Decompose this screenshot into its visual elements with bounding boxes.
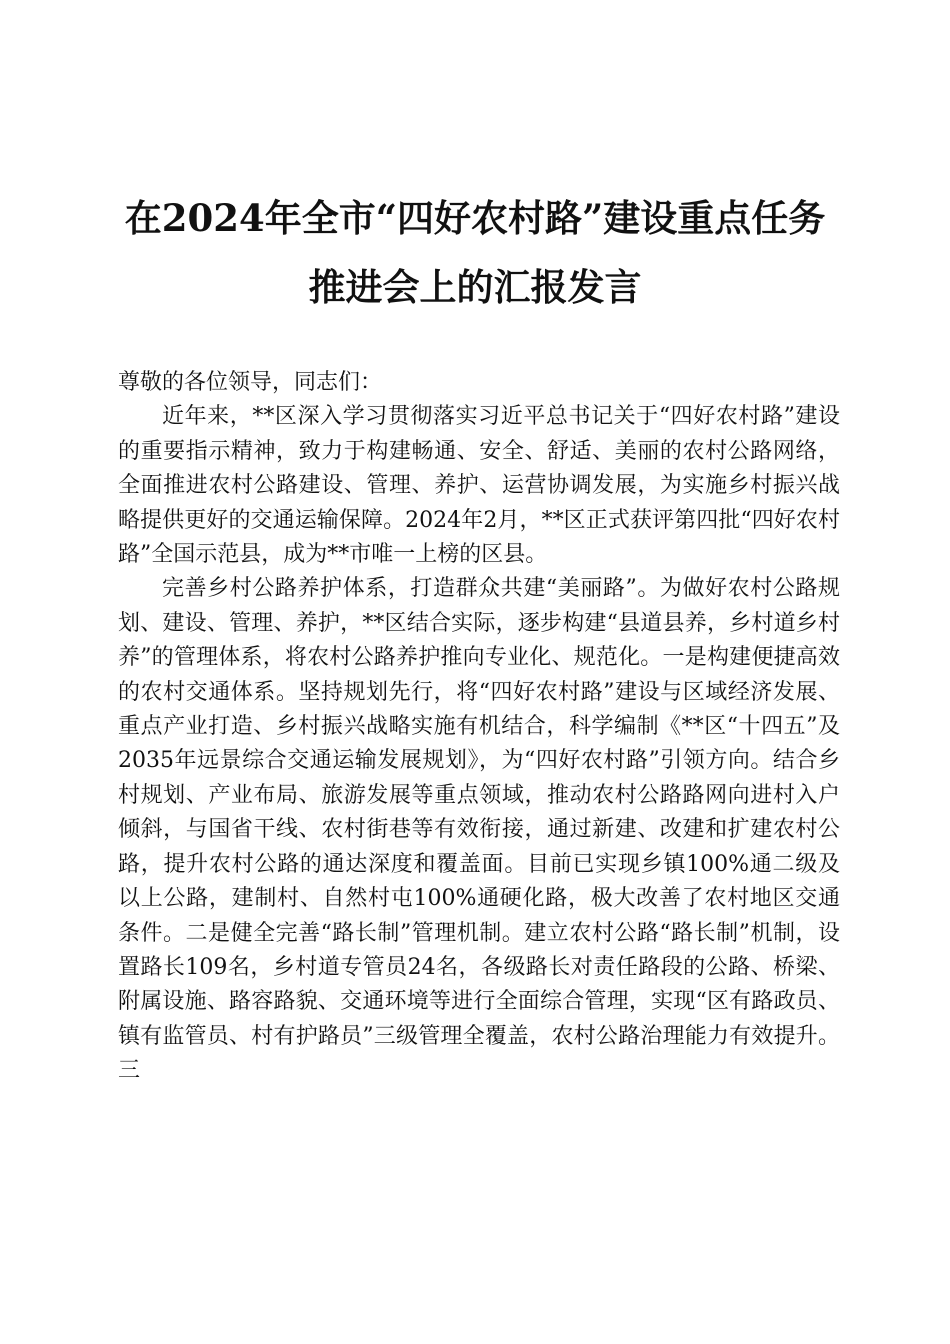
paragraph-1: 近年来，**区深入学习贯彻落实习近平总书记关于“四好农村路”建设的重要指示精神，致力于构建畅通、安全、舒适、美丽的农村公路网络，全面推进农村公路建设、管理、养护、运营协调发展，为实施乡村振兴战略提供更好的交通运输保障。2024年2月，**区正式获评第四批“四好农村路”全国示范县，成为**市唯一上榜的区县。 <box>118 404 840 568</box>
paragraph-2: 完善乡村公路养护体系，打造群众共建“美丽路”。为做好农村公路规划、建设、管理、养护，**区结合实际，逐步构建“县道县养，乡村道乡村养”的管理体系，将农村公路养护推向专业化、规范化。一是构建便捷高效的农村交通体系。坚持规划先行，将“四好农村路”建设与区域经济发展、重点产业打造、乡村振兴战略实施有机结合，科学编制《**区“十四五”及2035年远景综合交通运输发展规划》，为“四好农村路”引领方向。结合乡村规划、产业布局、旅游发展等重点领域，推动农村公路路网向进村入户倾斜，与国省干线、农村街巷等有效衔接，通过新建、改建和扩建农村公路，提升农村公路的通达深度和覆盖面。目前已实现乡镇100%通二级及以上公路，建制村、自然村屯100%通硬化路，极大改善了农村地区交通条件。二是健全完善“路长制”管理机制。建立农村公路“路长制”机制，设置路长109名，乡村道专管员24名，各级路长对责任路段的公路、桥梁、附属设施、路容路貌、交通环境等进行全面综合管理，实现“区有路政员、镇有监管员、村有护路员”三级管理全覆盖，农村公路治理能力有效提升。三 <box>118 576 840 1084</box>
salutation: 尊敬的各位领导，同志们： <box>118 370 383 395</box>
document-body <box>118 366 840 1089</box>
document-title-line-2: 推进会上的汇报发言 <box>308 265 642 309</box>
document-title-line-1: 在2024年全市“四好农村路”建设重点任务 <box>124 196 826 240</box>
